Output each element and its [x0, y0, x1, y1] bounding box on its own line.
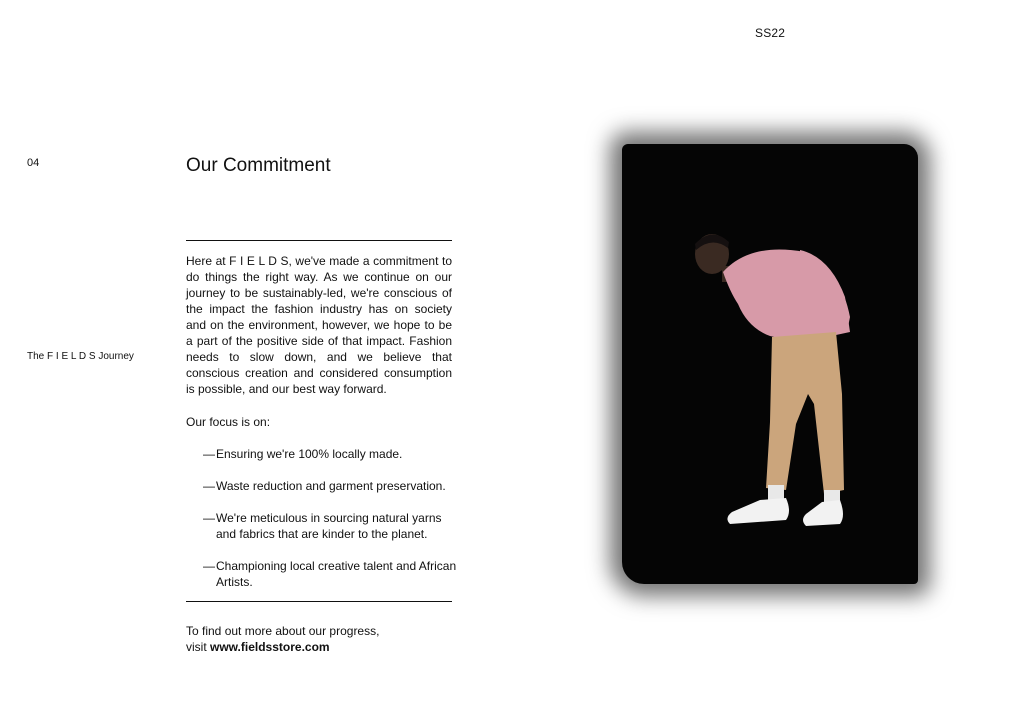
- bottom-divider: [186, 601, 452, 602]
- focus-item: [203, 478, 463, 494]
- model-shoe-right: [803, 500, 843, 526]
- dash-bullet: —: [203, 511, 215, 525]
- focus-item: [203, 510, 463, 542]
- dash-bullet: —: [203, 479, 215, 493]
- closing-link-line: [186, 639, 486, 655]
- closing-prefix: visit: [186, 640, 210, 654]
- dash-bullet: —: [203, 559, 215, 573]
- model-figure: [600, 132, 945, 602]
- focus-item-text: Ensuring we're 100% locally made.: [216, 447, 403, 461]
- closing-note: [186, 623, 486, 655]
- page-title: Our Commitment: [186, 155, 331, 176]
- dash-bullet: —: [203, 447, 215, 461]
- intro-paragraph: Here at F I E L D S, we've made a commitment to do things the right way. As we continue on our journey to be sustainably-led, we're conscious of the impact the fashion industry has on society and on the environment, however, we hope to be a part of the positive side of that impact. Fashion needs to slow down, and we believe that conscious creation and considered consumption is possible, and our best way forward.: [186, 254, 452, 396]
- focus-item: [203, 446, 463, 462]
- focus-item-text: We're meticulous in sourcing natural yarns and fabrics that are kinder to the planet.: [216, 511, 442, 541]
- closing-text: To find out more about our progress,: [186, 624, 380, 638]
- focus-item-text: Waste reduction and garment preservation.: [216, 479, 446, 493]
- page-number: 04: [27, 157, 40, 169]
- focus-item: [203, 558, 463, 590]
- model-shoe-left: [727, 498, 789, 524]
- section-label: The F I E L D S Journey: [27, 351, 134, 362]
- model-trousers: [766, 332, 844, 494]
- top-divider: [186, 240, 452, 241]
- model-photo: [600, 132, 945, 602]
- website-link[interactable]: www.fieldsstore.com: [210, 640, 330, 654]
- focus-item-text: Championing local creative talent and African Artists.: [216, 559, 457, 589]
- season-label: SS22: [755, 26, 786, 40]
- focus-label: Our focus is on:: [186, 415, 271, 429]
- focus-list: [203, 446, 463, 606]
